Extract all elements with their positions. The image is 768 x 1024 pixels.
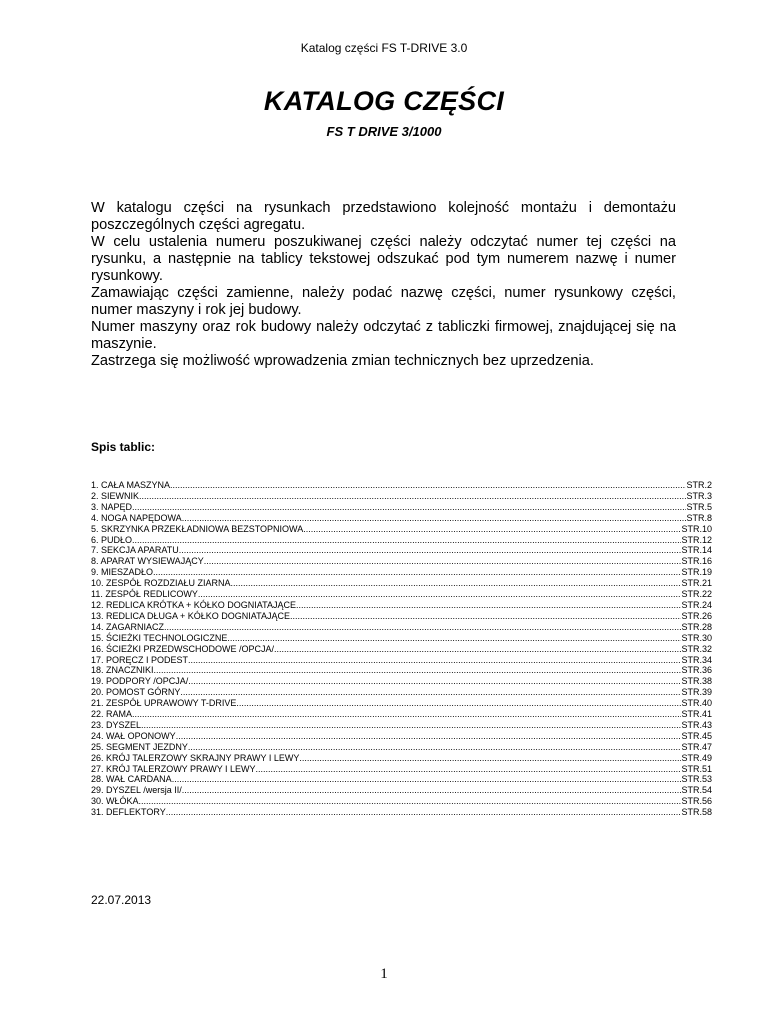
toc-entry bbox=[91, 600, 712, 611]
toc-entry bbox=[91, 742, 712, 753]
toc-entry bbox=[91, 556, 712, 567]
toc-entry bbox=[91, 655, 712, 666]
toc-entry-page: STR.21 bbox=[681, 578, 712, 589]
toc-entry bbox=[91, 535, 712, 546]
toc-dot-leader bbox=[274, 644, 681, 655]
toc-entry-page: STR.58 bbox=[681, 807, 712, 818]
toc-entry-page: STR.39 bbox=[681, 687, 712, 698]
toc-entry-page: STR.53 bbox=[681, 774, 712, 785]
toc-entry-title: 18. ZNACZNIKI bbox=[91, 665, 154, 676]
toc-entry-page: STR.10 bbox=[681, 523, 712, 534]
toc-entry-page: STR.36 bbox=[681, 665, 712, 676]
toc-dot-leader bbox=[153, 567, 681, 578]
toc-dot-leader bbox=[290, 611, 682, 622]
toc-entry-page: STR.41 bbox=[681, 709, 712, 720]
toc-entry-title: 17. PORĘCZ I PODEST bbox=[91, 654, 189, 665]
toc-dot-leader bbox=[299, 753, 681, 764]
toc-entry bbox=[91, 807, 712, 818]
toc-entry-title: 1. CAŁA MASZYNA bbox=[91, 480, 171, 490]
toc-entry-page: STR.32 bbox=[681, 643, 712, 654]
toc-entry bbox=[91, 796, 712, 807]
toc-entry-title: 28. WAŁ CARDANA bbox=[91, 774, 172, 785]
toc-entry-title: 24. WAŁ OPONOWY bbox=[91, 730, 176, 741]
toc-entry-title: 25. SEGMENT JEZDNY bbox=[91, 741, 188, 752]
toc-dot-leader bbox=[188, 655, 681, 666]
toc-entry bbox=[91, 480, 712, 491]
toc-dot-leader bbox=[181, 545, 681, 556]
toc-entry-page: STR.34 bbox=[681, 654, 712, 665]
toc-entry bbox=[91, 731, 712, 742]
toc-dot-leader bbox=[132, 502, 686, 513]
toc-entry-title: 22. RAMA bbox=[91, 709, 133, 720]
toc-entry bbox=[91, 709, 712, 720]
intro-paragraph: Zastrzega się możliwość wprowadzenia zmian technicznych bez uprzedzenia. bbox=[91, 353, 594, 369]
toc-entry-page: STR.38 bbox=[681, 676, 712, 687]
toc-entry-page: STR.51 bbox=[681, 763, 712, 774]
page-title: KATALOG CZĘŚCI bbox=[263, 86, 505, 116]
toc-entry bbox=[91, 513, 712, 524]
toc-dot-leader bbox=[164, 622, 681, 633]
toc-entry-title: 6. PUDŁO bbox=[91, 534, 133, 545]
toc-entry-title: 31. DEFLEKTORY bbox=[91, 807, 166, 818]
toc-entry-title: 19. PODPORY /OPCJA/ bbox=[91, 676, 189, 687]
toc-entry-title: 13. REDLICA DŁUGA + KÓŁKO DOGNIATAJĄCE bbox=[91, 610, 290, 621]
toc-dot-leader bbox=[170, 480, 686, 491]
toc-entry-page: STR.3 bbox=[686, 490, 712, 501]
toc-entry bbox=[91, 720, 712, 731]
toc-entry-title: 5. SKRZYNKA PRZEKŁADNIOWA BEZSTOPNIOWA bbox=[91, 523, 304, 534]
toc-dot-leader bbox=[296, 600, 682, 611]
toc-entry-title: 30. WŁÓKA bbox=[91, 796, 139, 807]
toc-entry-title: 16. ŚCIEŻKI PRZEDWSCHODOWE /OPCJA/ bbox=[91, 643, 275, 654]
toc-entry-page: STR.19 bbox=[681, 567, 712, 578]
toc-entry-title: 9. MIESZADŁO bbox=[91, 567, 154, 578]
toc-dot-leader bbox=[141, 720, 681, 731]
toc-dot-leader bbox=[132, 709, 681, 720]
toc-entry-title: 4. NOGA NAPĘDOWA bbox=[91, 512, 182, 523]
toc-dot-leader bbox=[182, 785, 682, 796]
toc-entry-page: STR.47 bbox=[681, 741, 712, 752]
toc-entry bbox=[91, 698, 712, 709]
toc-dot-leader bbox=[188, 676, 681, 687]
toc-entry bbox=[91, 502, 712, 513]
toc-entry-title: 20. POMOST GÓRNY bbox=[91, 687, 181, 698]
toc-entry bbox=[91, 785, 712, 796]
intro-paragraph: Zamawiając części zamienne, należy podać nazwę części, numer rysunkowy części, numer maszyny i rok jej budowy. bbox=[91, 285, 676, 318]
toc-entry bbox=[91, 578, 712, 589]
toc-entry bbox=[91, 622, 712, 633]
toc-entry bbox=[91, 764, 712, 775]
document-date: 22.07.2013 bbox=[91, 893, 152, 907]
intro-paragraph: Numer maszyny oraz rok budowy należy odczytać z tabliczki firmowej, znajdującej się na maszynie. bbox=[91, 319, 676, 352]
toc-entry-title: 11. ZESPÓŁ REDLICOWY bbox=[91, 589, 198, 600]
intro-paragraph: W katalogu części na rysunkach przedstawiono kolejność montażu i demontażu poszczególnych części agregatu. bbox=[91, 200, 676, 233]
toc-entry-page: STR.30 bbox=[681, 632, 712, 643]
toc-entry-page: STR.26 bbox=[681, 610, 712, 621]
toc-entry-title: 29. DYSZEL /wersja II/ bbox=[91, 785, 182, 796]
toc-entry-title: 21. ZESPÓŁ UPRAWOWY T-DRIVE bbox=[91, 698, 237, 709]
toc-dot-leader bbox=[182, 513, 687, 524]
toc-entry bbox=[91, 633, 712, 644]
page-subtitle: FS T DRIVE 3/1000 bbox=[326, 124, 442, 139]
toc-dot-leader bbox=[180, 687, 681, 698]
toc-entry-page: STR.12 bbox=[681, 534, 712, 545]
toc-dot-leader bbox=[231, 578, 682, 589]
toc-dot-leader bbox=[256, 764, 682, 775]
toc-entry-title: 27. KRÓJ TALERZOWY PRAWY I LEWY bbox=[91, 763, 256, 774]
toc-dot-leader bbox=[139, 491, 686, 502]
table-of-contents bbox=[91, 480, 712, 818]
toc-entry-title: 2. SIEWNIK bbox=[91, 490, 140, 501]
toc-entry-title: 3. NAPĘD bbox=[91, 501, 133, 512]
toc-entry bbox=[91, 545, 712, 556]
toc-entry-title: 10. ZESPÓŁ ROZDZIAŁU ZIARNA bbox=[91, 578, 231, 589]
toc-entry bbox=[91, 611, 712, 622]
toc-entry-title: 14. ZAGARNIACZ bbox=[91, 621, 165, 632]
toc-entry-title: 26. KRÓJ TALERZOWY SKRAJNY PRAWY I LEWY bbox=[91, 752, 300, 763]
toc-dot-leader bbox=[176, 731, 682, 742]
toc-entry bbox=[91, 665, 712, 676]
toc-entry bbox=[91, 589, 712, 600]
toc-dot-leader bbox=[132, 535, 681, 546]
toc-entry bbox=[91, 676, 712, 687]
toc-dot-leader bbox=[303, 524, 681, 535]
toc-entry-page: STR.54 bbox=[681, 785, 712, 796]
toc-entry-page: STR.14 bbox=[681, 545, 712, 556]
toc-entry-page: STR.49 bbox=[681, 752, 712, 763]
toc-entry-title: 15. ŚCIEŻKI TECHNOLOGICZNE bbox=[91, 632, 228, 643]
toc-dot-leader bbox=[198, 589, 682, 600]
toc-entry bbox=[91, 524, 712, 535]
toc-entry-page: STR.16 bbox=[681, 556, 712, 567]
toc-dot-leader bbox=[227, 633, 681, 644]
toc-entry-title: 12. REDLICA KRÓTKA + KÓŁKO DOGNIATAJĄCE bbox=[91, 599, 296, 610]
toc-entry-title: 8. APARAT WYSIEWAJĄCY bbox=[91, 556, 204, 567]
toc-entry-title: 7. SEKCJA APARATU. bbox=[91, 545, 182, 556]
toc-entry bbox=[91, 687, 712, 698]
toc-dot-leader bbox=[166, 807, 682, 818]
toc-dot-leader bbox=[139, 796, 682, 807]
toc-entry bbox=[91, 567, 712, 578]
toc-entry-page: STR.22 bbox=[681, 589, 712, 600]
toc-entry-page: STR.43 bbox=[681, 719, 712, 730]
toc-entry-page: STR.56 bbox=[681, 796, 712, 807]
toc-dot-leader bbox=[188, 742, 682, 753]
toc-entry-page: STR.24 bbox=[681, 599, 712, 610]
toc-entry bbox=[91, 753, 712, 764]
toc-entry bbox=[91, 644, 712, 655]
toc-entry-page: STR.5 bbox=[686, 501, 712, 512]
toc-entry bbox=[91, 774, 712, 785]
toc-entry-page: STR.8 bbox=[686, 512, 712, 523]
toc-entry-page: STR.45 bbox=[681, 730, 712, 741]
toc-heading: Spis tablic: bbox=[91, 440, 156, 454]
running-header: Katalog części FS T-DRIVE 3.0 bbox=[300, 41, 468, 55]
toc-entry-page: STR.2 bbox=[686, 480, 712, 490]
toc-entry-page: STR.40 bbox=[681, 698, 712, 709]
toc-entry-title: 23. DYSZEL bbox=[91, 719, 142, 730]
toc-dot-leader bbox=[236, 698, 681, 709]
toc-entry bbox=[91, 491, 712, 502]
toc-entry-page: STR.28 bbox=[681, 621, 712, 632]
toc-dot-leader bbox=[204, 556, 682, 567]
toc-dot-leader bbox=[172, 774, 682, 785]
toc-dot-leader bbox=[154, 665, 682, 676]
page-number: 1 bbox=[380, 966, 388, 982]
intro-text bbox=[91, 200, 676, 370]
intro-paragraph: W celu ustalenia numeru poszukiwanej części należy odczytać numer tej części na rysunku, a następnie na tablicy tekstowej odszukać pod tym numerem nazwę i numer rysunkowy. bbox=[91, 234, 676, 284]
